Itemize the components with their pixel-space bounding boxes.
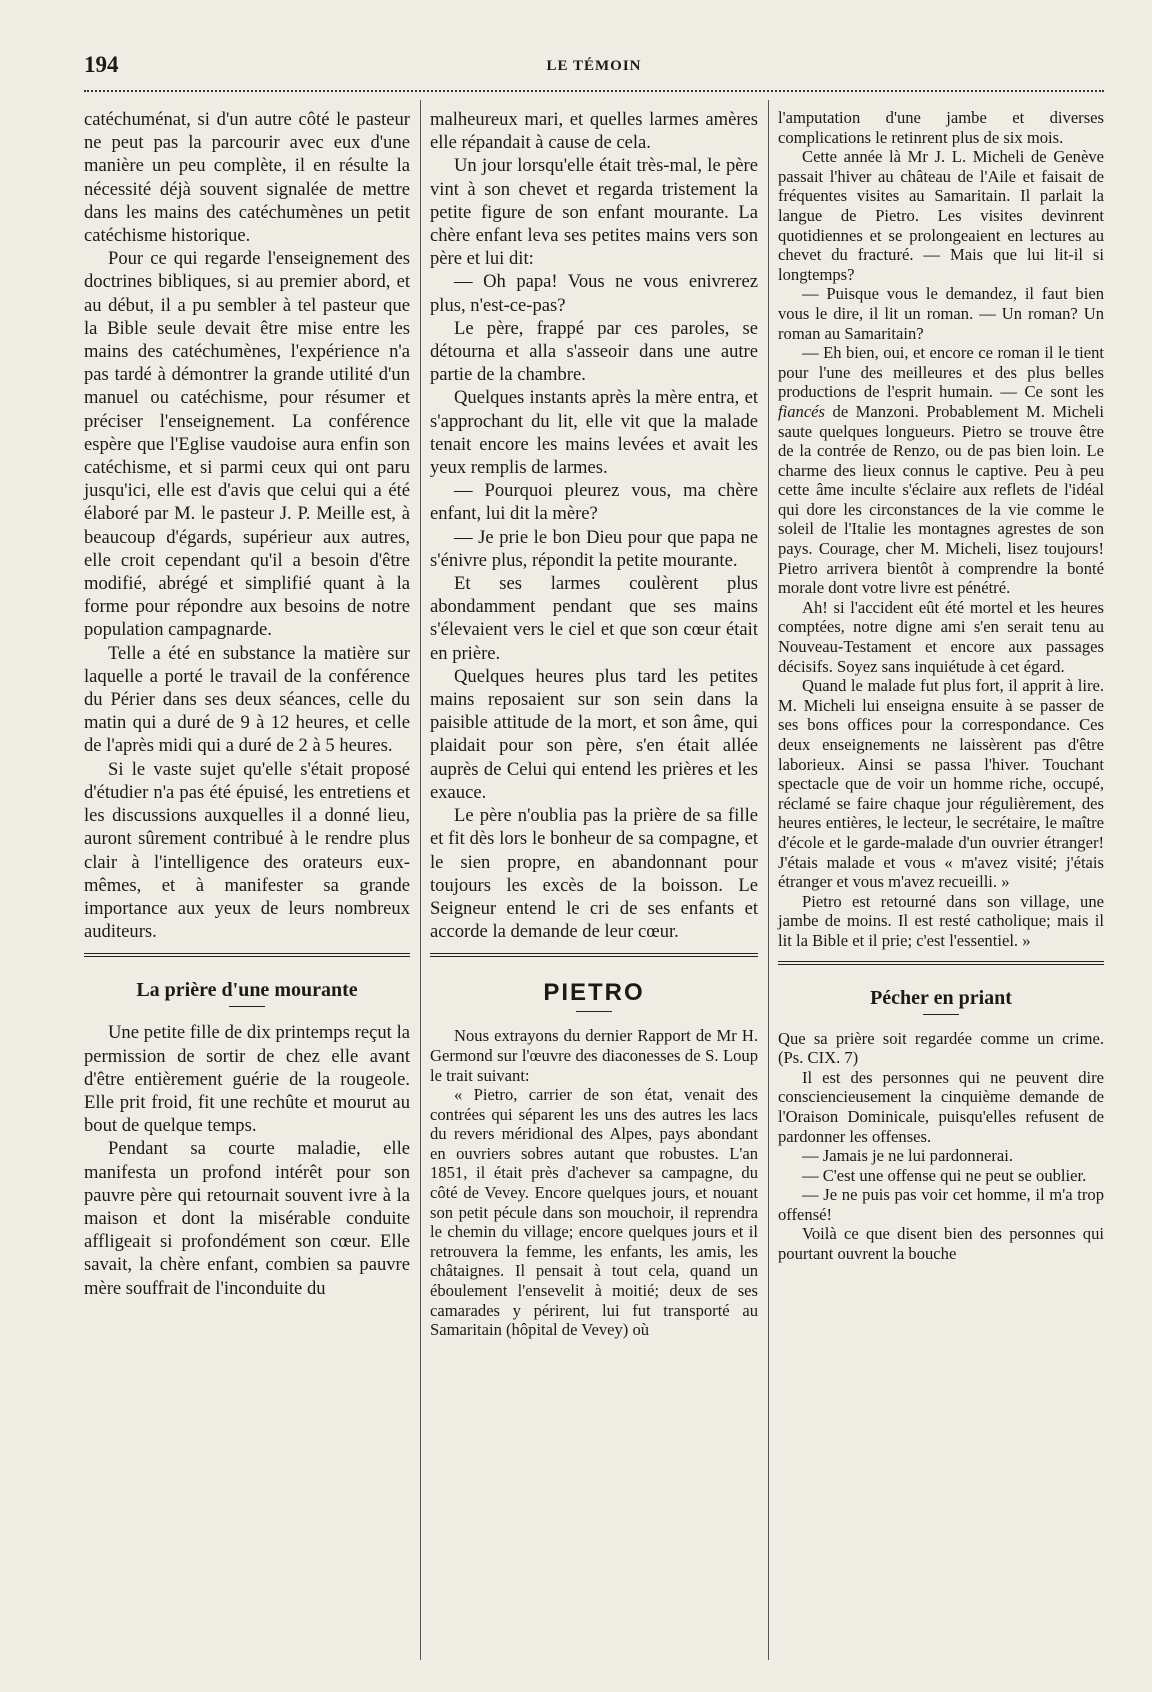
paragraph: Pour ce qui regarde l'enseignement des doctrines bibliques, si au premier abord, et au début, il a pu sembler à tel pasteur que la Bible seule devait être mise entre les mains des catéchumènes, l'expérience n'a pas tardé à démontrer la grande utilité d'un manuel ou catéchisme, pour résumer et préciser l'enseignement. La conférence espère que l'Eglise vaudoise aura enfin son catéchisme, et si parmi ceux qui ont paru jusqu'ici, elle est d'avis que celui qui a été élaboré par M. le pasteur J. P. Meille est, à beaucoup d'égards, supérieur aux autres, elle croit cependant qu'il a besoin d'être modifié, abrégé et simplifié quant à la forme pour répondre aux besoins de notre population campagnarde. (84, 248, 410, 641)
paragraph: Pendant sa courte maladie, elle manifesta un profond intérêt pour son pauvre père qui retournait souvent ivre à la maison et dont la misérable conduite affligeait si profondément son cœur. Elle savait, la chère enfant, combien sa pauvre mère souffrait de l'inconduite du (84, 1138, 410, 1299)
section-separator (84, 953, 410, 957)
column-2 (430, 108, 758, 1340)
journal-title: LE TÉMOIN (546, 58, 642, 74)
paragraph: Telle a été en substance la matière sur laquelle a porté le travail de la conférence du Périer dans ses deux séances, celle du matin qui a duré de 9 à 12 heures, et celle de l'après midi qui a duré de 2 à 5 heures. (84, 642, 410, 757)
paragraph: Un jour lorsqu'elle était très-mal, le père vint à son chevet et regarda tristement la petite figure de son enfant mourante. La chère enfant leva ses petites mains vers son père et lui dit: (430, 155, 758, 270)
paragraph: Cette année là Mr J. L. Micheli de Genève passait l'hiver au château de l'Aile et faisait de fréquentes visites au Samaritain. Il parlait la langue de Pietro. Les visites devinrent quotidiennes et se prolongeaient en lectures au chevet du fracturé. — Mais que lui lit-il si longtemps? (778, 147, 1104, 284)
paragraph: Quelques instants après la mère entra, et s'approchant du lit, elle vit que la malade tenait encore les mains levées et avait les yeux remplis de larmes. (430, 387, 758, 479)
text-span: — Eh bien, oui, et encore ce roman il le tient pour l'une des meilleures et des plus belles productions de l'esprit humain. — Ce sont les (778, 343, 1104, 402)
column-divider (768, 100, 769, 1660)
paragraph: Le père, frappé par ces paroles, se détourna et alla s'asseoir dans une autre partie de la chambre. (430, 317, 758, 386)
paragraph: — Jamais je ne lui pardonnerai. (802, 1146, 1014, 1166)
paragraph: Pietro est retourné dans son village, une jambe de moins. Il est resté catholique; mais il lit la Bible et il prie; c'est l'essentiel. » (778, 891, 1104, 950)
paragraph: — Puisque vous le demandez, il faut bien vous le dire, il lit un roman. — Un roman? Un roman au Samaritain? (778, 284, 1104, 343)
title-dash (229, 1006, 265, 1007)
title-dash (576, 1011, 612, 1012)
column-divider (420, 100, 421, 1660)
paragraph: l'amputation d'une jambe et diverses complications le retinrent plus de six mois. (778, 108, 1104, 147)
column-1 (84, 108, 410, 1300)
paragraph: — Oh papa! Vous ne vous enivrerez plus, n'est-ce-pas? (430, 271, 758, 316)
paragraph: — Pourquoi pleurez vous, ma chère enfant, lui dit la mère? (430, 480, 758, 525)
epigraph: Que sa prière soit regardée comme un crime. (Ps. CIX. 7) (778, 1028, 1104, 1068)
page-header (84, 50, 1104, 84)
section-separator (778, 961, 1104, 965)
article-title: Pécher en priant (870, 986, 1012, 1009)
paragraph: Il est des personnes qui ne peuvent dire consciencieusement la cinquième demande de l'Oraison Dominicale, puisqu'elles refusent de pardonner les offenses. (778, 1067, 1104, 1146)
article-title: PIETRO (543, 979, 645, 1007)
paragraph: Le père n'oublia pas la prière de sa fille et fit dès lors le bonheur de sa compagne, et le sien propre, en abandonnant pour toujours les excès de la boisson. Le Seigneur entend le cri de ses enfants et accorde la demande de leur cœur. (430, 805, 758, 943)
paragraph: — Je prie le bon Dieu pour que papa ne s'énivre plus, répondit la petite mourante. (430, 526, 758, 571)
paragraph: catéchuménat, si d'un autre côté le pasteur ne peut pas la parcourir avec eux d'une manière un peu complète, il en résulte la nécessité déjà souvent signalée de mettre dans les mains des catéchumènes un petit catéchisme historique. (84, 109, 410, 247)
text-span: de Manzoni. Probablement M. Micheli saute quelques longueurs. Pietro se trouve être de la contrée de Renzo, ou de pas bien loin. Le charme des lieux connus le captive. Peu à peu cette âme inculte s'éclaire aux reflets de l'idéal qui dore les circonstances de la vie comme le soleil de l'Italie les montagnes agrestes de son pays. Courage, cher M. Micheli, lisez toujours! Pietro arrivera bientôt à comprendre la bonté morale dont votre livre est pénétré. (778, 401, 1104, 598)
paragraph: Si le vaste sujet qu'elle s'était proposé d'étudier n'a pas été épuisé, les entretiens et les discussions auxquelles il a donné lieu, auront sûrement contribué à le rendre plus clair à l'intelligence des orateurs eux-mêmes, et à manifester sa grande importance aux yeux de leurs nombreux auditeurs. (84, 758, 410, 943)
header-rule (84, 90, 1104, 92)
paragraph: Nous extrayons du dernier Rapport de Mr H. Germond sur l'œuvre des diaconesses de S. Loup le trait suivant: (430, 1026, 758, 1085)
italic-title: fiancés (778, 401, 826, 421)
section-separator (430, 953, 758, 957)
paragraph: Quand le malade fut plus fort, il apprit à lire. M. Micheli lui enseigna ensuite à se passer de ses bons offices pour la correspondance. Ces deux enseignements ne laissèrent pas d'être laborieux. Ainsi se passa l'hiver. Touchant spectacle que de voir un homme riche, occupé, réclamé se faire chaque jour régulièrement, des heures entières, le lecteur, le secrétaire, le maître d'école et le garde-malade d'un ouvrier étranger! J'étais malade et vous « m'avez visité; j'étais étranger et vous m'avez recueilli. » (778, 676, 1104, 892)
paragraph: « Pietro, carrier de son état, venait des contrées qui séparent les uns des autres les lacs du revers méridional des Alpes, pays abondant en ouvriers sobres autant que robustes. L'an 1851, il était près d'achever sa campagne, du côté de Vevey. Encore quelques jours, et nouant son petit pécule dans son mouchoir, il reprendra le chemin du village; encore quelques jours et il retrouvera la femme, les enfants, les amis, les châtaignes. Il pensait à tout cela, quand un éboulement l'ensevelit à moitié; deux de ses camarades y périrent, lui fut transporté au Samaritain (hôpital de Vevey) où (430, 1085, 758, 1340)
paragraph: — C'est une offense qui ne peut se oublier. (802, 1165, 1087, 1185)
paragraph: malheureux mari, et quelles larmes amères elle répandait à cause de cela. (430, 109, 758, 154)
title-dash (923, 1014, 959, 1015)
paragraph: — Je ne puis pas voir cet homme, il m'a trop offensé! (778, 1185, 1104, 1224)
paragraph: Et ses larmes coulèrent plus abondamment pendant que ses mains s'élevaient vers le ciel et que son cœur était en prière. (430, 573, 758, 664)
paragraph: Quelques heures plus tard les petites mains reposaient sur son sein dans la paisible attitude de la mort, et son âme, qui plaidait pour son père, s'en était allée auprès de Celui qui entend les prières et les exauce. (430, 665, 758, 803)
paragraph (778, 343, 1104, 598)
paragraph: Voilà ce que disent bien des personnes qui pourtant ouvrent la bouche (778, 1224, 1104, 1264)
article-title: La prière d'une mourante (136, 979, 358, 1002)
paragraph: Une petite fille de dix printemps reçut la permission de sortir de chez elle avant d'être entièrement guérie de la rougeole. Elle prit froid, fit une rechûte et mourut au bout de quelque temps. (84, 1022, 410, 1137)
paragraph: Ah! si l'accident eût été mortel et les heures comptées, notre digne ami s'en serait tenu au Nouveau-Testament et encore aux passages décisifs. Soyez sans inquiétude à cet égard. (778, 597, 1104, 676)
column-3 (778, 108, 1104, 1264)
page-number: 194 (84, 52, 119, 77)
